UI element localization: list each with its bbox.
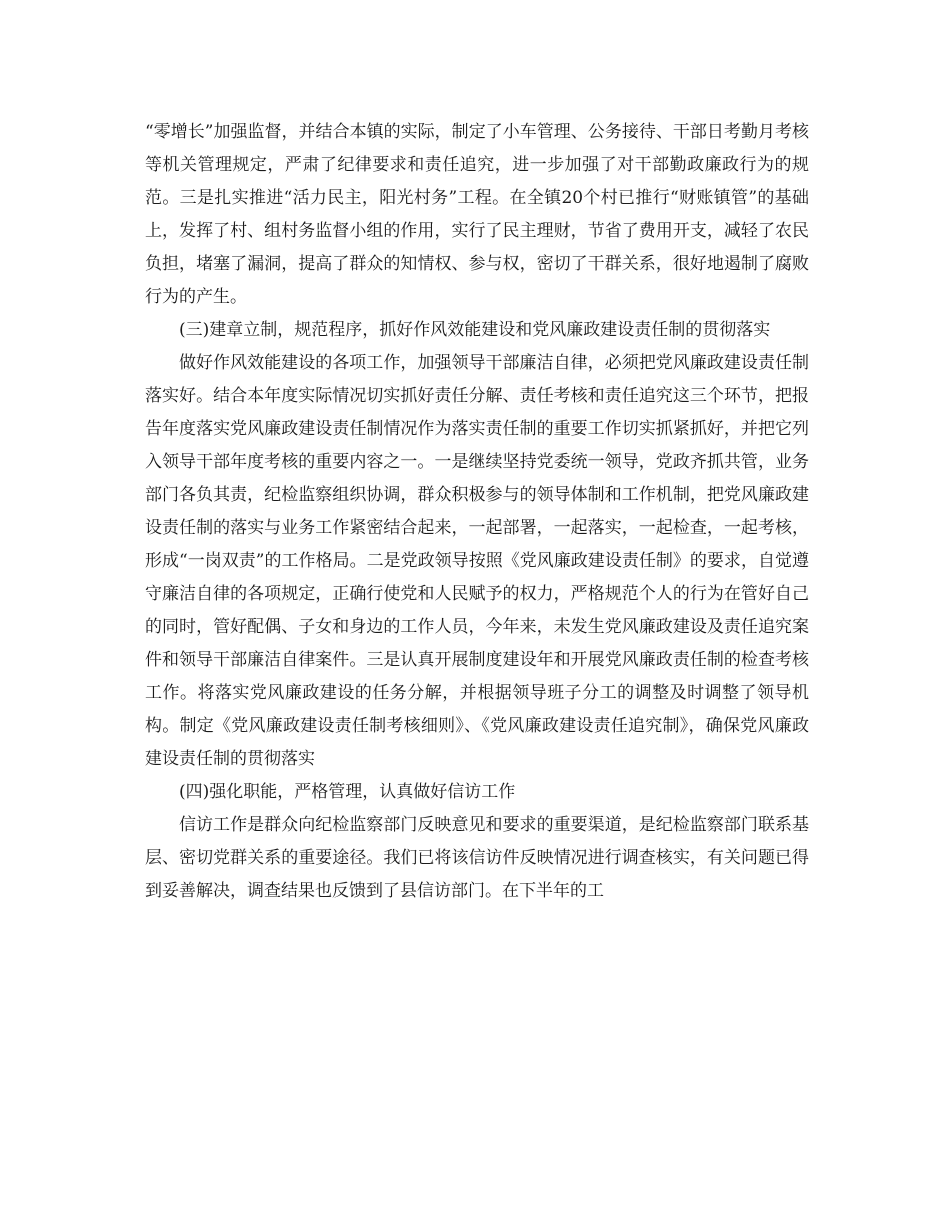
paragraph-continued: “零增长”加强监督，并结合本镇的实际，制定了小车管理、公务接待、干部日考勤月考核等机关管理规定，严肃了纪律要求和责任追究，进一步加强了对干部勤政廉政行为的规范。三是扎实推进“活力民主，阳光村务”工程。在全镇20个村已推行“财账镇管”的基础上，发挥了村、组村务监督小组的作用，实行了民主理财，节省了费用开支，减轻了农民负担，堵塞了漏洞，提高了群众的知情权、参与权，密切了干群关系，很好地遏制了腐败行为的产生。: [145, 122, 809, 307]
section-heading-3: (三)建章立制，规范程序，抓好作风效能建设和党风廉政建设责任制的贯彻落实: [179, 320, 771, 340]
paragraph-responsibility-system: 做好作风效能建设的各项工作，加强领导干部廉洁自律，必须把党风廉政建设责任制落实好。结合本年度实际情况切实抓好责任分解、责任考核和责任追究这三个环节，把报告年度落实党风廉政建设责任制情况作为落实责任制的重要工作切实抓紧抓好，并把它列入领导干部年度考核的重要内容之一。一是继续坚持党委统一领导，党政齐抓共管，业务部门各负其责，纪检监察组织协调，群众积极参与的领导体制和工作机制，把党风廉政建设责任制的落实与业务工作紧密结合起来，一起部署，一起落实，一起检查，一起考核，形成“一岗双责”的工作格局。二是党政领导按照《党风廉政建设责任制》的要求，自觉遵守廉洁自律的各项规定，正确行使党和人民赋予的权力，严格规范个人的行为在管好自己的同时，管好配偶、子女和身边的工作人员，今年来，未发生党风廉政建设及责任追究案件和领导干部廉洁自律案件。三是认真开展制度建设年和开展党风廉政责任制的检查考核工作。将落实党风廉政建设的任务分解，并根据领导班子分工的调整及时调整了领导机构。制定《党风廉政建设责任制考核细则》、《党风廉政建设责任追究制》，确保党风廉政建设责任制的贯彻落实: [145, 353, 809, 769]
document-body: [145, 116, 809, 908]
section-heading-4: (四)强化职能，严格管理，认真做好信访工作: [179, 782, 516, 802]
paragraph-petition-work: 信访工作是群众向纪检监察部门反映意见和要求的重要渠道，是纪检监察部门联系基层、密切党群关系的重要途径。我们已将该信访件反映情况进行调查核实，有关问题已得到妥善解决，调查结果也反馈到了县信访部门。在下半年的工: [145, 815, 809, 901]
